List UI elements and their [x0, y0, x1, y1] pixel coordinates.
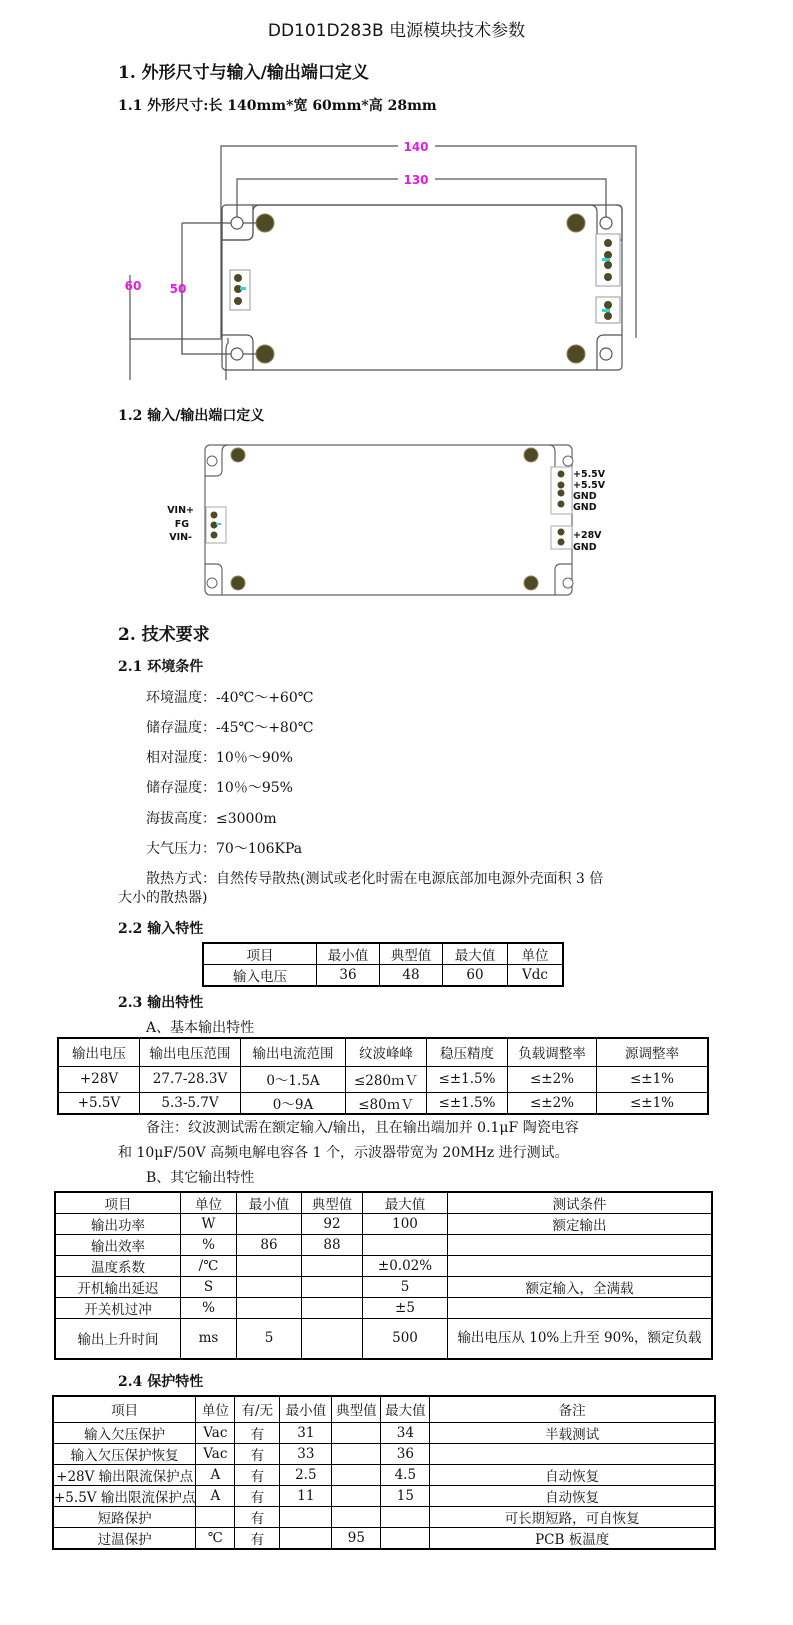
table-header-row: 项目 单位 最小值 典型值 最大值 测试条件 — [55, 1192, 712, 1214]
input-table — [202, 942, 564, 987]
table-row: 输出功率 W 92 100 额定输出 — [55, 1214, 712, 1235]
table-row: 开关机过冲 % ±5 — [55, 1298, 712, 1319]
port-out-3: GND — [573, 491, 597, 502]
table-row: 输入电压 36 48 60 Vdc — [203, 965, 563, 987]
dimension-drawing — [0, 130, 793, 380]
dim-60: 60 — [124, 279, 142, 293]
dim-50: 50 — [169, 282, 187, 296]
table-row: +28V 27.7-28.3V 0～1.5A ≤280ｍＶ ≤±1.5% ≤±2% ≤±1% — [58, 1066, 708, 1092]
env-line: 环境温度：-40℃～+60℃ — [146, 690, 314, 706]
port-out-1: +5.5V — [573, 469, 606, 480]
table-row: 输入欠压保护恢复 Vac 有 33 36 — [53, 1443, 715, 1464]
env-line: 相对湿度：10％～90% — [146, 750, 293, 766]
other-output-table — [54, 1191, 713, 1360]
table-row: 输出上升时间 ms 5 500 输出电压从 10%上升至 90%，额定负载 — [55, 1319, 712, 1359]
table-header-row: 输出电压 输出电压范围 输出电流范围 纹波峰峰 稳压精度 负载调整率 源调整率 — [58, 1038, 708, 1066]
section2-heading: 2. 技术要求 — [118, 625, 210, 645]
section1-1-heading: 1.1 外形尺寸:长 140mm*宽 60mm*高 28mm — [118, 98, 437, 114]
ripple-note-line2: 和 10μF/50V 高频电解电容各 1 个，示波器带宽为 20MHz 进行测试。 — [118, 1145, 569, 1161]
ripple-note-line1: 备注：纹波测试需在额定输入/输出，且在输出端加并 0.1μF 陶瓷电容 — [146, 1120, 579, 1136]
section1-heading: 1. 外形尺寸与输入/输出端口定义 — [118, 63, 369, 83]
table-row: 短路保护 有 可长期短路，可自恢复 — [53, 1506, 715, 1527]
section2-3-heading: 2.3 输出特性 — [118, 995, 204, 1011]
port-out-2: +5.5V — [573, 480, 606, 491]
subsection-a: A、基本输出特性 — [146, 1020, 255, 1036]
table-header-row: 项目 最小值 典型值 最大值 单位 — [203, 943, 563, 965]
module-outline — [222, 205, 622, 240]
port-vin-plus: VIN+ — [167, 505, 194, 516]
port-out-28v: +28V — [573, 530, 602, 541]
dim-140: 140 — [403, 140, 429, 154]
table-row: 输出效率 % 86 88 — [55, 1235, 712, 1256]
table-row: 过温保护 ℃ 有 95 PCB 板温度 — [53, 1527, 715, 1549]
table-row: 开机输出延迟 S 5 额定输入，全满载 — [55, 1277, 712, 1298]
env-line: 散热方式：自然传导散热(测试或老化时需在电源底部加电源外壳面积 3 倍 — [146, 871, 604, 887]
env-line: 大气压力：70～106KPa — [146, 841, 303, 857]
port-vin-minus: VIN- — [169, 532, 192, 543]
port-drawing — [0, 430, 793, 610]
section2-2-heading: 2.2 输入特性 — [118, 921, 204, 937]
env-line-wrap: 大小的散热器) — [118, 890, 208, 906]
protection-table — [52, 1395, 716, 1550]
section1-2-heading: 1.2 输入/输出端口定义 — [118, 408, 265, 424]
section2-1-heading: 2.1 环境条件 — [118, 659, 204, 675]
table-row: +5.5V 5.3-5.7V 0～9A ≤80ｍＶ ≤±1.5% ≤±2% ≤±1% — [58, 1092, 708, 1114]
port-out-gnd: GND — [573, 542, 597, 553]
env-line: 海拔高度：≤3000m — [146, 811, 277, 827]
table-row: +28V 输出限流保护点 A 有 2.5 4.5 自动恢复 — [53, 1464, 715, 1485]
document-title: DD101D283B 电源模块技术参数 — [267, 21, 526, 41]
section2-4-heading: 2.4 保护特性 — [118, 1374, 204, 1390]
env-line: 储存湿度：10％～95% — [146, 780, 293, 796]
port-fg: FG — [174, 519, 189, 530]
port-out-4: GND — [573, 502, 597, 513]
table-header-row: 项目 单位 有/无 最小值 典型值 最大值 备注 — [53, 1396, 715, 1422]
env-line: 储存温度：-45℃～+80℃ — [146, 720, 314, 736]
basic-output-table — [57, 1037, 709, 1115]
dim-130: 130 — [403, 173, 429, 187]
table-row: 温度系数 /℃ ±0.02% — [55, 1256, 712, 1277]
table-row: +5.5V 输出限流保护点 A 有 11 15 自动恢复 — [53, 1485, 715, 1506]
subsection-b: B、其它输出特性 — [146, 1170, 255, 1186]
table-row: 输入欠压保护 Vac 有 31 34 半载测试 — [53, 1422, 715, 1443]
